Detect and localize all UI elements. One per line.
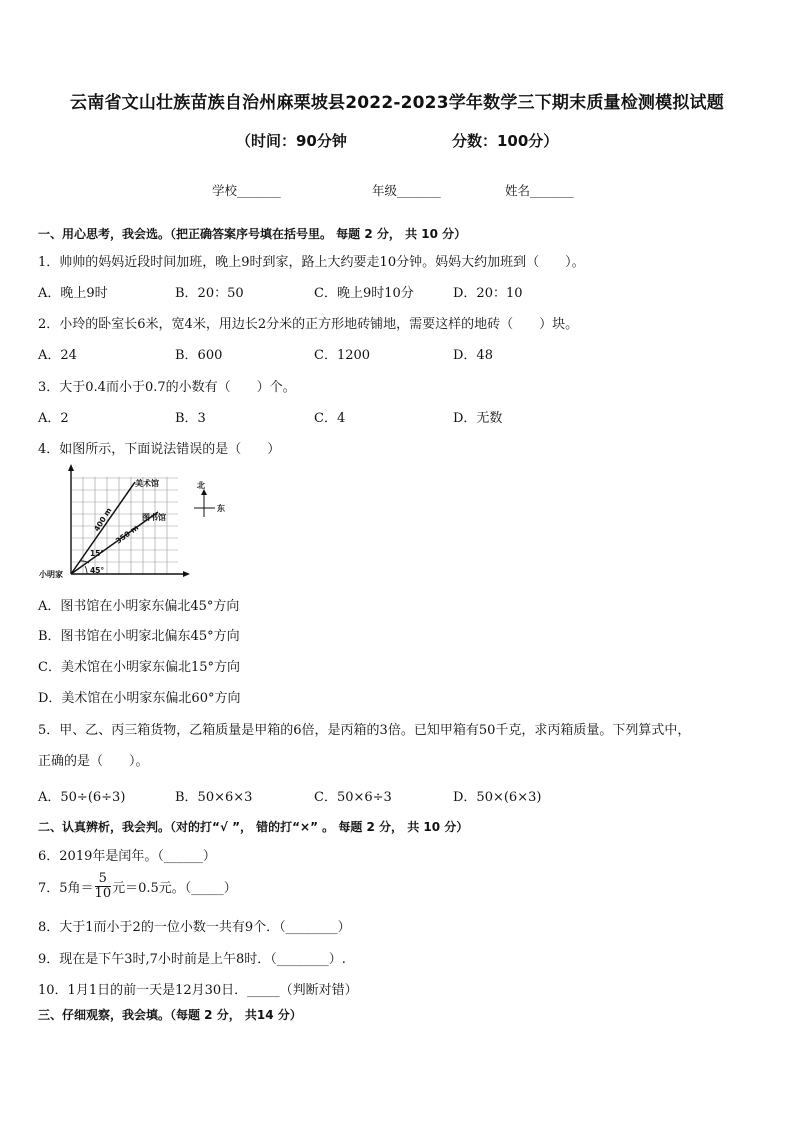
- question-6: 6．2019年是闰年。（______）: [38, 849, 216, 864]
- name-field: 姓名_______: [505, 183, 574, 198]
- school-field: 学校_______: [212, 183, 281, 198]
- q3-option-a: A．2: [38, 411, 69, 426]
- question-5-line2: 正确的是（ ）。: [38, 754, 149, 769]
- q2-option-b: B．600: [175, 348, 223, 363]
- q2-option-c: C．1200: [314, 348, 371, 363]
- label-angle-45: 45°: [90, 566, 105, 575]
- q7-fraction: [95, 872, 112, 901]
- q7-prefix: 7．5角＝: [38, 881, 94, 896]
- label-angle-15: 15°: [90, 549, 105, 558]
- direction-diagram: [38, 462, 238, 591]
- q2-option-d: D．48: [453, 348, 493, 363]
- q4-option-b: B．图书馆在小明家北偏东45°方向: [38, 629, 240, 644]
- label-north: 北: [197, 481, 205, 490]
- q1-option-b: B．20：50: [175, 286, 244, 301]
- q3-option-c: C．4: [314, 411, 346, 426]
- page-title: 云南省文山壮族苗族自治州麻栗坡县2022-2023学年数学三下期末质量检测模拟试题: [70, 93, 724, 113]
- q7-numerator: 5: [95, 872, 112, 887]
- label-library: 图书馆: [142, 513, 166, 522]
- q5-option-c: C．50×6÷3: [314, 790, 392, 805]
- q5-option-b: B．50×6×3: [175, 790, 253, 805]
- q3-option-b: B．3: [175, 411, 206, 426]
- question-2: 2．小玲的卧室长6米，宽4米，用边长2分米的正方形地砖铺地，需要这样的地砖（ ）块。: [38, 317, 579, 332]
- question-3: 3．大于0.4而小于0.7的小数有（ ）个。: [38, 380, 296, 395]
- q4-option-a: A．图书馆在小明家东偏北45°方向: [38, 599, 240, 614]
- q4-option-c: C．美术馆在小明家东偏北15°方向: [38, 660, 240, 675]
- question-5-line1: 5．甲、乙、丙三箱货物，乙箱质量是甲箱的6倍，是丙箱的3倍。已知甲箱有50千克，求丙箱质量。下列算式中，: [38, 723, 691, 738]
- exam-score: 分数：100分）: [452, 132, 559, 150]
- question-9: 9．现在是下午3时,7小时前是上午8时．（________）.: [38, 952, 346, 967]
- museum-line: [71, 482, 135, 574]
- q7-denominator: 10: [94, 886, 112, 901]
- label-museum: 美术馆: [135, 479, 159, 488]
- q5-option-a: A．50÷(6÷3): [38, 790, 126, 805]
- y-axis-arrow: [68, 464, 74, 471]
- q1-option-a: A．晚上9时: [38, 286, 108, 301]
- q7-suffix: 元＝0.5元。（_____）: [112, 881, 237, 896]
- q2-option-a: A．24: [38, 348, 77, 363]
- q3-option-d: D．无数: [453, 411, 503, 426]
- section-heading-1: 一、用心思考，我会选。（把正确答案序号填在括号里。 每题 2 分， 共 10 分）: [38, 227, 467, 241]
- label-home: 小明家: [39, 570, 63, 579]
- compass-icon: [194, 480, 225, 517]
- q5-option-d: D．50×(6×3): [453, 790, 542, 805]
- question-10: 10．1月1日的前一天是12月30日．_____（判断对错）: [38, 983, 358, 998]
- angle-arc-45: [85, 566, 87, 574]
- question-4: 4．如图所示，下面说法错误的是（ ）: [38, 442, 281, 457]
- question-7: [38, 872, 237, 901]
- q1-option-c: C．晚上9时10分: [314, 286, 414, 301]
- question-1: 1．帅帅的妈妈近段时间加班，晚上9时到家，路上大约要走10分钟。妈妈大约加班到（ ）。: [38, 255, 585, 270]
- question-8: 8．大于1而小于2的一位小数一共有9个．（________）: [38, 920, 351, 935]
- x-axis-arrow: [183, 571, 190, 577]
- q4-option-d: D．美术馆在小明家东偏北60°方向: [38, 691, 241, 706]
- grid: [71, 477, 178, 574]
- section-heading-3: 三、仔细观察，我会填。（每题 2 分， 共14 分）: [38, 1008, 302, 1022]
- grade-field: 年级_______: [372, 183, 441, 198]
- exam-time: （时间：90分钟: [236, 132, 347, 150]
- label-east: 东: [217, 504, 225, 513]
- label-dist-museum: 400 m: [92, 506, 114, 534]
- q1-option-d: D．20：10: [453, 286, 523, 301]
- section-heading-2: 二、认真辨析，我会判。（对的打“√ ”， 错的打“×” 。 每题 2 分， 共 10 分）: [38, 820, 469, 834]
- label-dist-library: 350 m: [113, 522, 141, 546]
